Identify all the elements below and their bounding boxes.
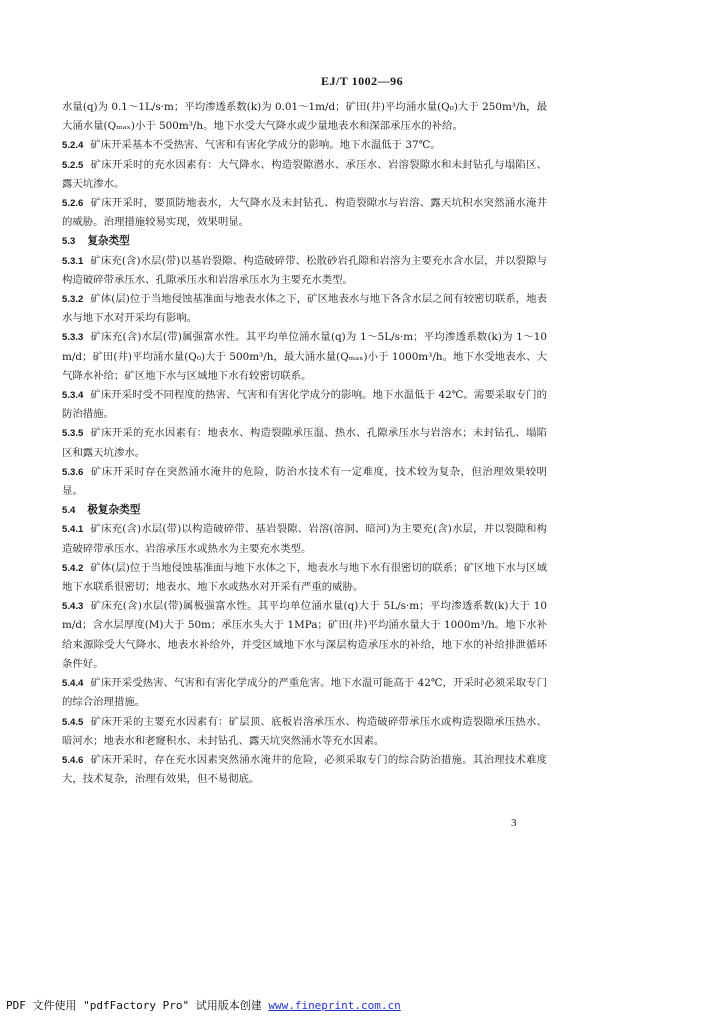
clause-paragraph — [62, 98, 547, 136]
clause-number: 5.3.2 — [62, 294, 84, 306]
clause-paragraph — [62, 290, 547, 328]
footer-text: PDF 文件使用 "pdfFactory Pro" 试用版本创建 — [6, 999, 269, 1012]
clause-text: 矿床开采的主要充水因素有：矿层顶、底板岩溶承压水、构造破碎带承压水或构造裂隙承压热水、暗河水；地表水和老窿积水、未封钻孔、露天坑突然涌水等充水因素。 — [62, 715, 547, 747]
clause-paragraph — [62, 328, 547, 386]
clause-number: 5.3.4 — [62, 390, 84, 402]
clause-number: 5.4.4 — [62, 678, 84, 690]
clause-paragraph — [62, 463, 547, 501]
clause-text: 矿体(层)位于当地侵蚀基准面与地下水体之下，地表水与地下水有很密切的联系；矿区地下水与区域地下水联系很密切；地表水、地下水或热水对开采有严重的威胁。 — [62, 561, 547, 594]
clause-text: 矿床开采时受不同程度的热害、气害和有害化学成分的影响。地下水温低于 42℃。需要采取专门的防治措施。 — [62, 389, 547, 421]
clause-number: 5.3.3 — [62, 332, 84, 344]
section-title: 复杂类型 — [87, 235, 130, 248]
clause-text: 矿床开采时存在突然涌水淹井的危险，防治水技术有一定难度，技术较为复杂，但治理效果较明显。 — [62, 465, 547, 498]
clause-text: 矿床开采时，要顶防地表水，大气降水及未封钻孔、构造裂隙水与岩溶、露天坑积水突然涌水淹井的威胁。治理措施较易实现，效果明显。 — [62, 197, 547, 229]
clause-text: 矿床充(含)水层(带)属极强富水性。其平均单位涌水量(q)大于 5L/s·m；平均渗透系数(k)大于 10m/d；含水层厚度(M)大于 50m；承压水头大于 1MPa；矿田(井)平均涌水量大于 1000m³/h。地下水补给来源除受大气降水、地表水补给外，并受区域地下水与深层构造承压水的补给，地下水的补给排泄循环条件好。 — [62, 600, 547, 670]
clause-number: 5.3.5 — [62, 428, 84, 440]
clause-number: 5.4 — [62, 505, 76, 517]
clause-number: 5.3.6 — [62, 466, 84, 478]
clause-paragraph — [62, 136, 547, 155]
clause-number: 5.4.3 — [62, 601, 84, 613]
pdf-footer — [6, 997, 401, 1013]
footer-link[interactable]: www.fineprint.com.cn — [268, 999, 401, 1012]
clause-text: 矿床开采基本不受热害、气害和有害化学成分的影响。地下水温低于 37℃。 — [90, 139, 441, 152]
clause-number: 5.3 — [62, 236, 76, 248]
clause-text: 矿床开采时的充水因素有：大气降水、构造裂隙潜水、承压水、岩溶裂隙水和未封钻孔与塌陷区、露天坑渗水。 — [62, 158, 547, 190]
clause-paragraph — [62, 751, 547, 789]
clause-number: 5.4.2 — [62, 562, 84, 574]
document-header: EJ/T 1002—96 — [320, 74, 404, 88]
section-heading — [62, 501, 547, 520]
clause-paragraph — [62, 520, 547, 558]
clause-number: 5.4.1 — [62, 524, 84, 536]
clause-text: 水量(q)为 0.1～1L/s·m；平均渗透系数(k)为 0.01～1m/d；矿田(井)平均涌水量(Q₀)大于 250m³/h，最大涌水量(Qₘₐₓ)小于 500m³/h。地下水受大气降水或少量地表水和深部承压水的补给。 — [62, 101, 547, 133]
clause-number: 5.2.4 — [62, 140, 84, 152]
clause-number: 5.3.1 — [62, 255, 84, 267]
clause-text: 矿床充(含)水层(带)以基岩裂隙、构造破碎带、松散砂岩孔隙和岩溶为主要充水含水层，并以裂隙与构造破碎带承压水、孔隙承压水和岩溶承压水为主要充水类型。 — [62, 254, 547, 286]
clause-number: 5.2.5 — [62, 159, 84, 171]
clause-paragraph — [62, 424, 547, 462]
clause-text: 矿床充(含)水层(带)属强富水性。其平均单位涌水量(q)为 1～5L/s·m；平均渗透系数(k)为 1～10m/d；矿田(井)平均涌水量(Q₀)大于 500m³/h，最大涌水量(Qₘₐₓ)小于 1000m³/h。地下水受地表水、大气降水补给；矿区地下水与区域地下水有较密切联系。 — [62, 331, 547, 382]
clause-paragraph — [62, 597, 547, 674]
clause-paragraph — [62, 674, 547, 712]
clause-text: 矿床开采的充水因素有：地表水、构造裂隙承压温、热水、孔隙承压水与岩溶水；未封钻孔、塌陷区和露天坑渗水。 — [62, 427, 547, 459]
page-number: 3 — [511, 817, 517, 829]
clause-number: 5.2.6 — [62, 198, 84, 210]
clause-text: 矿床开采受热害、气害和有害化学成分的严重危害。地下水温可能高于 42℃，开采时必须采取专门的综合治理措施。 — [62, 677, 547, 709]
clause-paragraph — [62, 194, 547, 232]
clause-paragraph — [62, 252, 547, 290]
section-title: 极复杂类型 — [87, 504, 141, 517]
document-body — [62, 98, 547, 789]
clause-number: 5.4.6 — [62, 754, 84, 766]
clause-text: 矿体(层)位于当地侵蚀基准面与地表水体之下，矿区地表水与地下各含水层之间有较密切联系，地表水与地下水对开采均有影响。 — [62, 293, 547, 325]
clause-paragraph — [62, 559, 547, 597]
section-heading — [62, 232, 547, 251]
clause-paragraph — [62, 386, 547, 424]
clause-number: 5.4.5 — [62, 716, 84, 728]
clause-text: 矿床开采时，存在充水因素突然涌水淹井的危险，必须采取专门的综合防治措施。其治理技术难度大，技术复杂，治理有效果，但不易彻底。 — [62, 753, 547, 786]
clause-paragraph — [62, 713, 547, 751]
clause-paragraph — [62, 156, 547, 194]
clause-text: 矿床充(含)水层(带)以构造破碎带、基岩裂隙、岩溶(溶洞、暗河)为主要充(含)水层，并以裂隙和构造破碎带承压水、岩溶承压水或热水为主要充水类型。 — [62, 523, 547, 555]
